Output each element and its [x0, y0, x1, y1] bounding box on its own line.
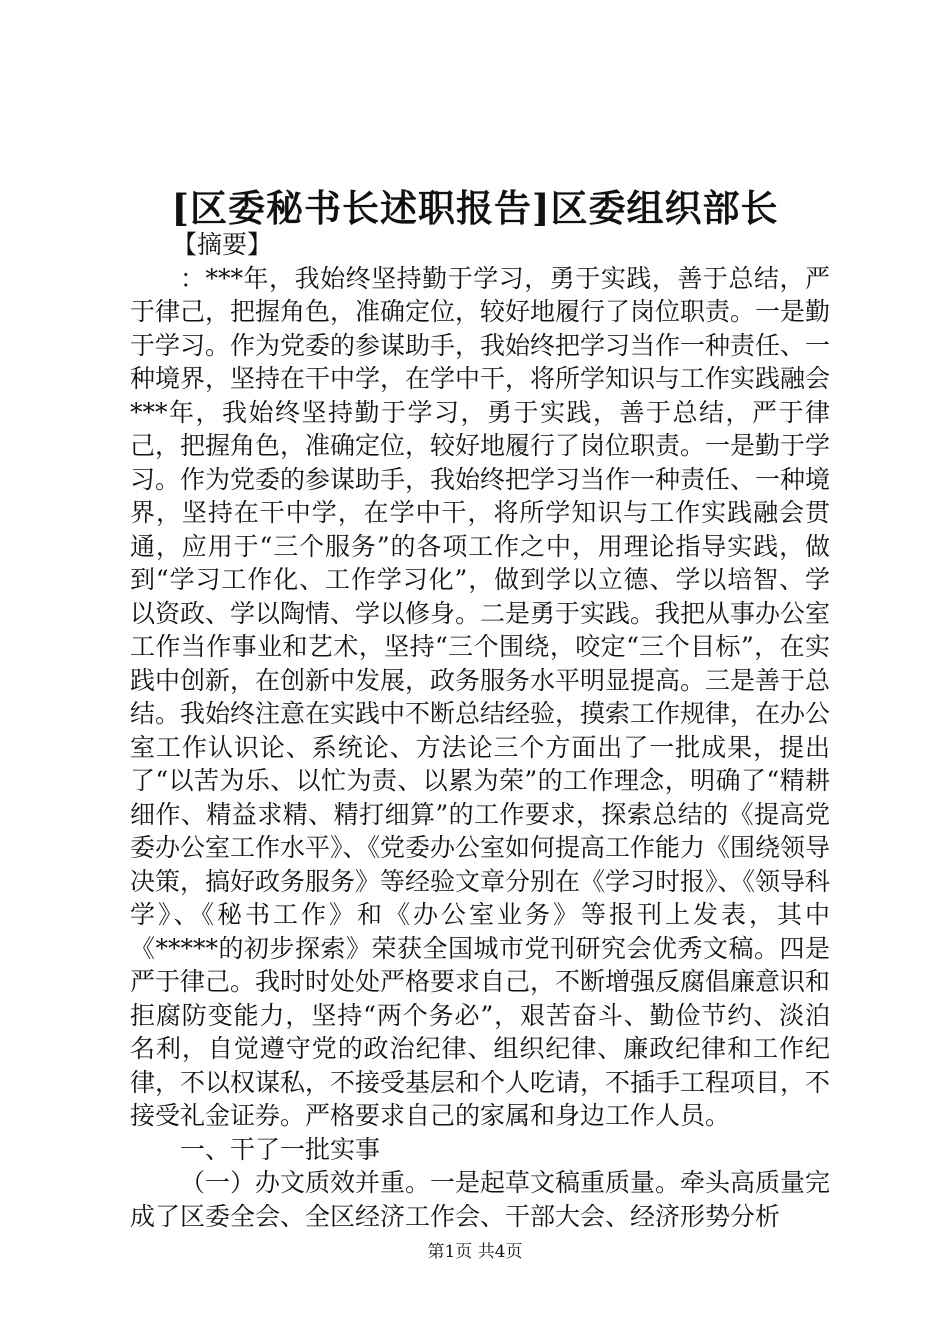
- document-body: [130, 228, 830, 1233]
- document-title: [区委秘书长述职报告]区委组织部长: [171, 186, 779, 230]
- section-paragraph: （一）办文质效并重。一是起草文稿重质量。牵头高质量完成了区委全会、全区经济工作会、干部大会、经济形势分析: [130, 1168, 831, 1231]
- page-footer: 第1页 共4页: [427, 1242, 523, 1262]
- summary-paragraph: ：***年，我始终坚持勤于学习，勇于实践，善于总结，严于律己，把握角色，准确定位，较好地履行了岗位职责。一是勤于学习。作为党委的参谋助手，我始终把学习当作一种责任、一种境界，坚持在干中学，在学中干，将所学知识与工作实践融会***年，我始终坚持勤于学习，勇于实践，善于总结，严于律己，把握角色，准确定位，较好地履行了岗位职责。一是勤于学习。作为党委的参谋助手，我始终把学习当作一种责任、一种境界，坚持在干中学，在学中干，将所学知识与工作实践融会贯通，应用于“三个服务”的各项工作之中，用理论指导实践，做到“学习工作化、工作学习化”，做到学以立德、学以培智、学以资政、学以陶情、学以修身。二是勇于实践。我把从事办公室工作当作事业和艺术，坚持“三个围绕，咬定“三个目标”，在实践中创新，在创新中发展，政务服务水平明显提高。三是善于总结。我始终注意在实践中不断总结经验，摸索工作规律，在办公室工作认识论、系统论、方法论三个方面出了一批成果，提出了“以苦为乐、以忙为责、以累为荣”的工作理念，明确了“精耕细作、精益求精、精打细算”的工作要求，探索总结的《提高党委办公室工作水平》、《党委办公室如何提高工作能力《围绕领导决策，搞好政务服务》等经验文章分别在《学习时报》、《领导科学》、《秘书工作》和《办公室业务》等报刊上发表，其中《*****的初步探索》荣获全国城市党刊研究会优秀文稿。四是严于律己。我时时处处严格要求自己，不断增强反腐倡廉意识和拒腐防变能力，坚持“两个务必”，艰苦奋斗、勤俭节约、淡泊名利，自觉遵守党的政治纪律、组织纪律、廉政纪律和工作纪律，不以权谋私，不接受基层和个人吃请，不插手工程项目，不接受礼金证券。严格要求自己的家属和身边工作人员。: [130, 263, 831, 1130]
- section-heading: 一、干了一批实事: [180, 1134, 381, 1164]
- summary-label: 【摘要】: [172, 230, 273, 259]
